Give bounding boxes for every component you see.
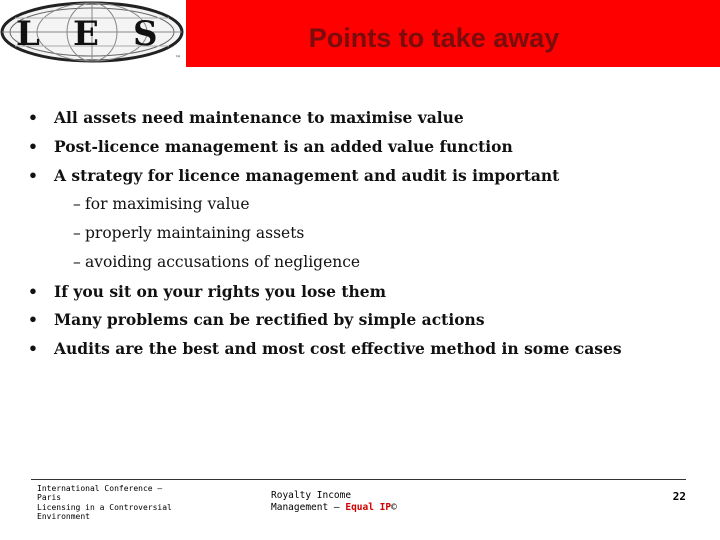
footer-divider <box>31 479 686 480</box>
svg-text:S: S <box>133 14 158 54</box>
les-logo <box>0 0 186 67</box>
trademark-symbol: ™ <box>175 55 181 62</box>
bullet-text: A strategy for licence management and audit is important <box>54 166 560 185</box>
bullet-text: Post-licence management is an added value function <box>54 137 513 156</box>
bullet-text: If you sit on your rights you lose them <box>54 282 387 301</box>
globe-logo-icon <box>0 0 186 67</box>
bullet-text: Audits are the best and most cost effective method in some cases <box>54 339 622 358</box>
footer-conference: International Conference – Paris Licensing in a Controversial Environment <box>37 484 172 521</box>
sub-bullet-text: avoiding accusations of negligence <box>85 253 361 271</box>
svg-text:E: E <box>73 14 99 54</box>
sub-bullet-text: for maximising value <box>85 195 250 213</box>
sub-bullet-text: properly maintaining assets <box>85 224 305 242</box>
svg-text:L: L <box>16 14 40 54</box>
page-number: 22 <box>672 490 686 503</box>
bullet-text: All assets need maintenance to maximise value <box>54 108 464 127</box>
bullet-text: Many problems can be rectified by simple actions <box>54 310 485 329</box>
slide-title: Points to take away <box>308 23 560 53</box>
equal-ip-brand: Equal IP <box>345 502 392 513</box>
header-bar <box>0 0 720 67</box>
footer-presentation-title: Royalty Income Management – Equal IP© <box>271 490 397 513</box>
